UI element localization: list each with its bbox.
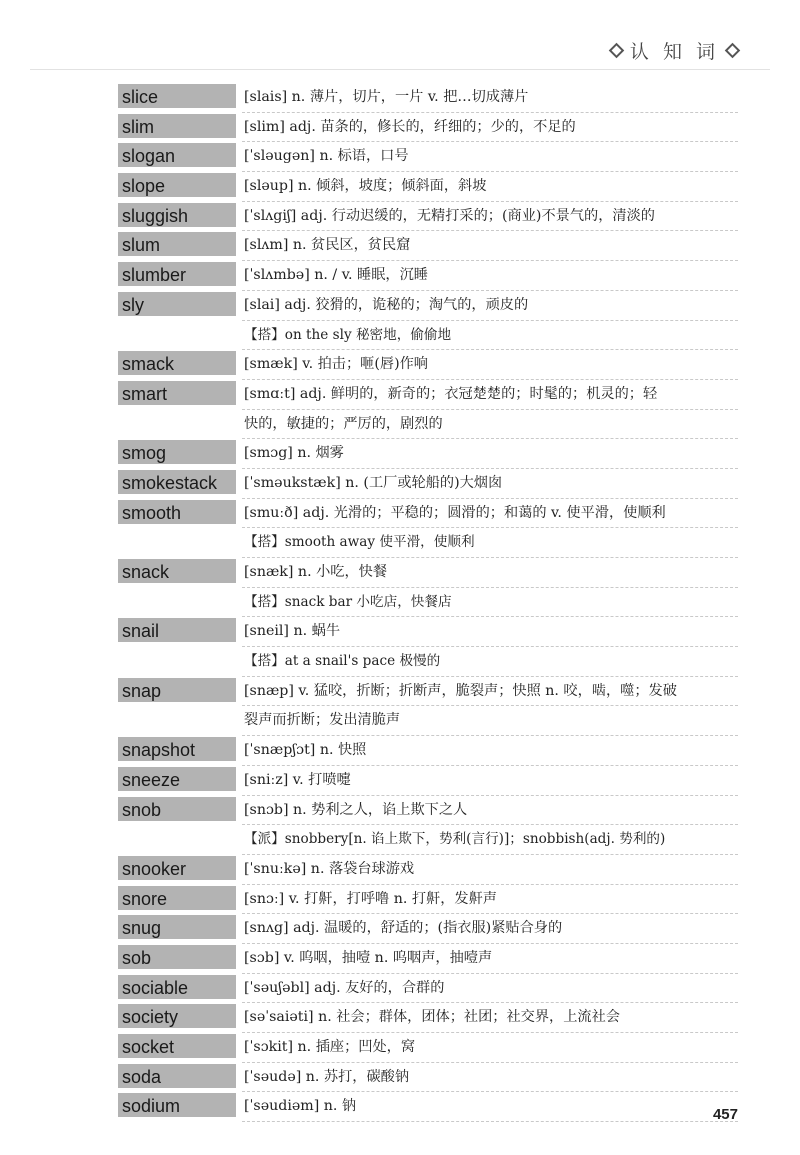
vocabulary-entry bbox=[118, 617, 738, 676]
definition-line: [ˈsɔkit] n. 插座；凹处，窝 bbox=[242, 1033, 738, 1063]
definition-block bbox=[242, 1092, 738, 1122]
headword: slope bbox=[118, 173, 236, 199]
definition-line: [sləup] n. 倾斜，坡度；倾斜面，斜坡 bbox=[242, 172, 738, 202]
headword: slim bbox=[118, 114, 236, 140]
headword: sly bbox=[118, 292, 236, 318]
definition-line: [snʌg] adj. 温暖的，舒适的；(指衣服)紧贴合身的 bbox=[242, 914, 738, 944]
definition-block bbox=[242, 855, 738, 885]
headword: snapshot bbox=[118, 737, 236, 763]
vocabulary-entry bbox=[118, 261, 738, 291]
page-header bbox=[611, 36, 738, 64]
vocabulary-list bbox=[118, 83, 738, 1122]
definition-line: [sniːz] v. 打喷嚏 bbox=[242, 766, 738, 796]
definition-line: 裂声而折断；发出清脆声 bbox=[242, 706, 738, 736]
definition-line: [ˈsəudə] n. 苏打，碳酸钠 bbox=[242, 1063, 738, 1093]
vocabulary-entry bbox=[118, 202, 738, 232]
definition-block bbox=[242, 1063, 738, 1093]
collocation-line: 【搭】snack bar 小吃店，快餐店 bbox=[242, 588, 738, 618]
definition-line: [ˈsməukstæk] n. (工厂或轮船的)大烟囱 bbox=[242, 469, 738, 499]
definition-block bbox=[242, 439, 738, 469]
vocabulary-entry bbox=[118, 1063, 738, 1093]
vocabulary-entry bbox=[118, 172, 738, 202]
definition-block bbox=[242, 1003, 738, 1033]
vocabulary-entry bbox=[118, 558, 738, 617]
definition-line: [smæk] v. 拍击；咂(唇)作响 bbox=[242, 350, 738, 380]
definition-block bbox=[242, 558, 738, 617]
definition-block bbox=[242, 291, 738, 350]
definition-block bbox=[242, 1033, 738, 1063]
definition-block bbox=[242, 914, 738, 944]
headword: soda bbox=[118, 1064, 236, 1090]
vocabulary-entry bbox=[118, 855, 738, 885]
definition-line: [slai] adj. 狡猾的，诡秘的；淘气的，顽皮的 bbox=[242, 291, 738, 321]
definition-line: [sɔb] v. 呜咽，抽噎 n. 呜咽声，抽噎声 bbox=[242, 944, 738, 974]
vocabulary-entry bbox=[118, 231, 738, 261]
collocation-line: 【搭】on the sly 秘密地，偷偷地 bbox=[242, 321, 738, 351]
collocation-line: 【派】snobbery[n. 谄上欺下，势利(言行)]；snobbish(adj. 势利的) bbox=[242, 825, 738, 855]
vocabulary-entry bbox=[118, 350, 738, 380]
vocabulary-entry bbox=[118, 291, 738, 350]
definition-block bbox=[242, 499, 738, 558]
definition-line: [snæp] v. 猛咬，折断；折断声，脆裂声；快照 n. 咬，啮，噬；发破 bbox=[242, 677, 738, 707]
definition-line: [ˈslʌgiʃ] adj. 行动迟缓的，无精打采的；(商业)不景气的，清淡的 bbox=[242, 202, 738, 232]
definition-block bbox=[242, 380, 738, 439]
vocabulary-entry bbox=[118, 469, 738, 499]
vocabulary-entry bbox=[118, 1003, 738, 1033]
definition-line: [ˈslʌmbə] n. / v. 睡眠，沉睡 bbox=[242, 261, 738, 291]
vocabulary-entry bbox=[118, 142, 738, 172]
definition-line: [ˈsnæpʃɔt] n. 快照 bbox=[242, 736, 738, 766]
headword: smart bbox=[118, 381, 236, 407]
definition-block bbox=[242, 142, 738, 172]
headword: sodium bbox=[118, 1093, 236, 1119]
vocabulary-entry bbox=[118, 885, 738, 915]
headword: sluggish bbox=[118, 203, 236, 229]
definition-block bbox=[242, 113, 738, 143]
vocabulary-entry bbox=[118, 766, 738, 796]
definition-line: [smɑːt] adj. 鲜明的，新奇的；衣冠楚楚的；时髦的；机灵的；轻 bbox=[242, 380, 738, 410]
headword: smack bbox=[118, 351, 236, 377]
definition-block bbox=[242, 231, 738, 261]
definition-block bbox=[242, 944, 738, 974]
definition-block bbox=[242, 202, 738, 232]
vocabulary-entry bbox=[118, 796, 738, 855]
diamond-icon bbox=[609, 42, 625, 58]
definition-line: [snæk] n. 小吃，快餐 bbox=[242, 558, 738, 588]
headword: smooth bbox=[118, 500, 236, 526]
headword: slumber bbox=[118, 262, 236, 288]
headword: snob bbox=[118, 797, 236, 823]
headword: snap bbox=[118, 678, 236, 704]
definition-line: 快的，敏捷的；严厉的，剧烈的 bbox=[242, 410, 738, 440]
definition-block bbox=[242, 469, 738, 499]
headword: snooker bbox=[118, 856, 236, 882]
definition-line: [slim] adj. 苗条的，修长的，纤细的；少的，不足的 bbox=[242, 113, 738, 143]
vocabulary-entry bbox=[118, 499, 738, 558]
headword: smog bbox=[118, 440, 236, 466]
headword: sneeze bbox=[118, 767, 236, 793]
definition-block bbox=[242, 796, 738, 855]
headword: sob bbox=[118, 945, 236, 971]
page-number: 457 bbox=[712, 1106, 738, 1123]
headword: sociable bbox=[118, 975, 236, 1001]
header-title: 认 知 词 bbox=[629, 40, 719, 63]
definition-block bbox=[242, 974, 738, 1004]
vocabulary-entry bbox=[118, 380, 738, 439]
definition-line: [ˈsəuʃəbl] adj. 友好的，合群的 bbox=[242, 974, 738, 1004]
collocation-line: 【搭】at a snail's pace 极慢的 bbox=[242, 647, 738, 677]
vocabulary-entry bbox=[118, 1033, 738, 1063]
headword: snore bbox=[118, 886, 236, 912]
definition-line: [slʌm] n. 贫民区，贫民窟 bbox=[242, 231, 738, 261]
definition-block bbox=[242, 766, 738, 796]
definition-block bbox=[242, 617, 738, 676]
vocabulary-entry bbox=[118, 974, 738, 1004]
vocabulary-entry bbox=[118, 113, 738, 143]
definition-block bbox=[242, 172, 738, 202]
vocabulary-entry bbox=[118, 944, 738, 974]
definition-line: [səˈsaiəti] n. 社会；群体，团体；社团；社交界，上流社会 bbox=[242, 1003, 738, 1033]
definition-line: [smɔg] n. 烟雾 bbox=[242, 439, 738, 469]
diamond-icon bbox=[725, 42, 741, 58]
definition-line: [ˈsəudiəm] n. 钠 bbox=[242, 1092, 738, 1122]
definition-block bbox=[242, 736, 738, 766]
vocabulary-entry bbox=[118, 439, 738, 469]
definition-line: [sneil] n. 蜗牛 bbox=[242, 617, 738, 647]
definition-block bbox=[242, 83, 738, 113]
definition-block bbox=[242, 350, 738, 380]
definition-block bbox=[242, 677, 738, 736]
definition-line: [ˈsləugən] n. 标语，口号 bbox=[242, 142, 738, 172]
definition-line: [ˈsnuːkə] n. 落袋台球游戏 bbox=[242, 855, 738, 885]
headword: socket bbox=[118, 1034, 236, 1060]
headword: slice bbox=[118, 84, 236, 110]
header-divider bbox=[30, 69, 770, 70]
headword: snail bbox=[118, 618, 236, 644]
headword: snack bbox=[118, 559, 236, 585]
vocabulary-entry bbox=[118, 1092, 738, 1122]
headword: slogan bbox=[118, 143, 236, 169]
definition-line: [smuːð] adj. 光滑的；平稳的；圆滑的；和蔼的 v. 使平滑，使顺利 bbox=[242, 499, 738, 529]
collocation-line: 【搭】smooth away 使平滑，使顺利 bbox=[242, 528, 738, 558]
headword: snug bbox=[118, 915, 236, 941]
vocabulary-entry bbox=[118, 83, 738, 113]
headword: smokestack bbox=[118, 470, 236, 496]
vocabulary-entry bbox=[118, 736, 738, 766]
definition-block bbox=[242, 261, 738, 291]
definition-block bbox=[242, 885, 738, 915]
headword: slum bbox=[118, 232, 236, 258]
definition-line: [snɔː] v. 打鼾，打呼噜 n. 打鼾，发鼾声 bbox=[242, 885, 738, 915]
definition-line: [snɔb] n. 势利之人，谄上欺下之人 bbox=[242, 796, 738, 826]
definition-line: [slais] n. 薄片，切片，一片 v. 把…切成薄片 bbox=[242, 83, 738, 113]
vocabulary-entry bbox=[118, 677, 738, 736]
vocabulary-entry bbox=[118, 914, 738, 944]
headword: society bbox=[118, 1004, 236, 1030]
